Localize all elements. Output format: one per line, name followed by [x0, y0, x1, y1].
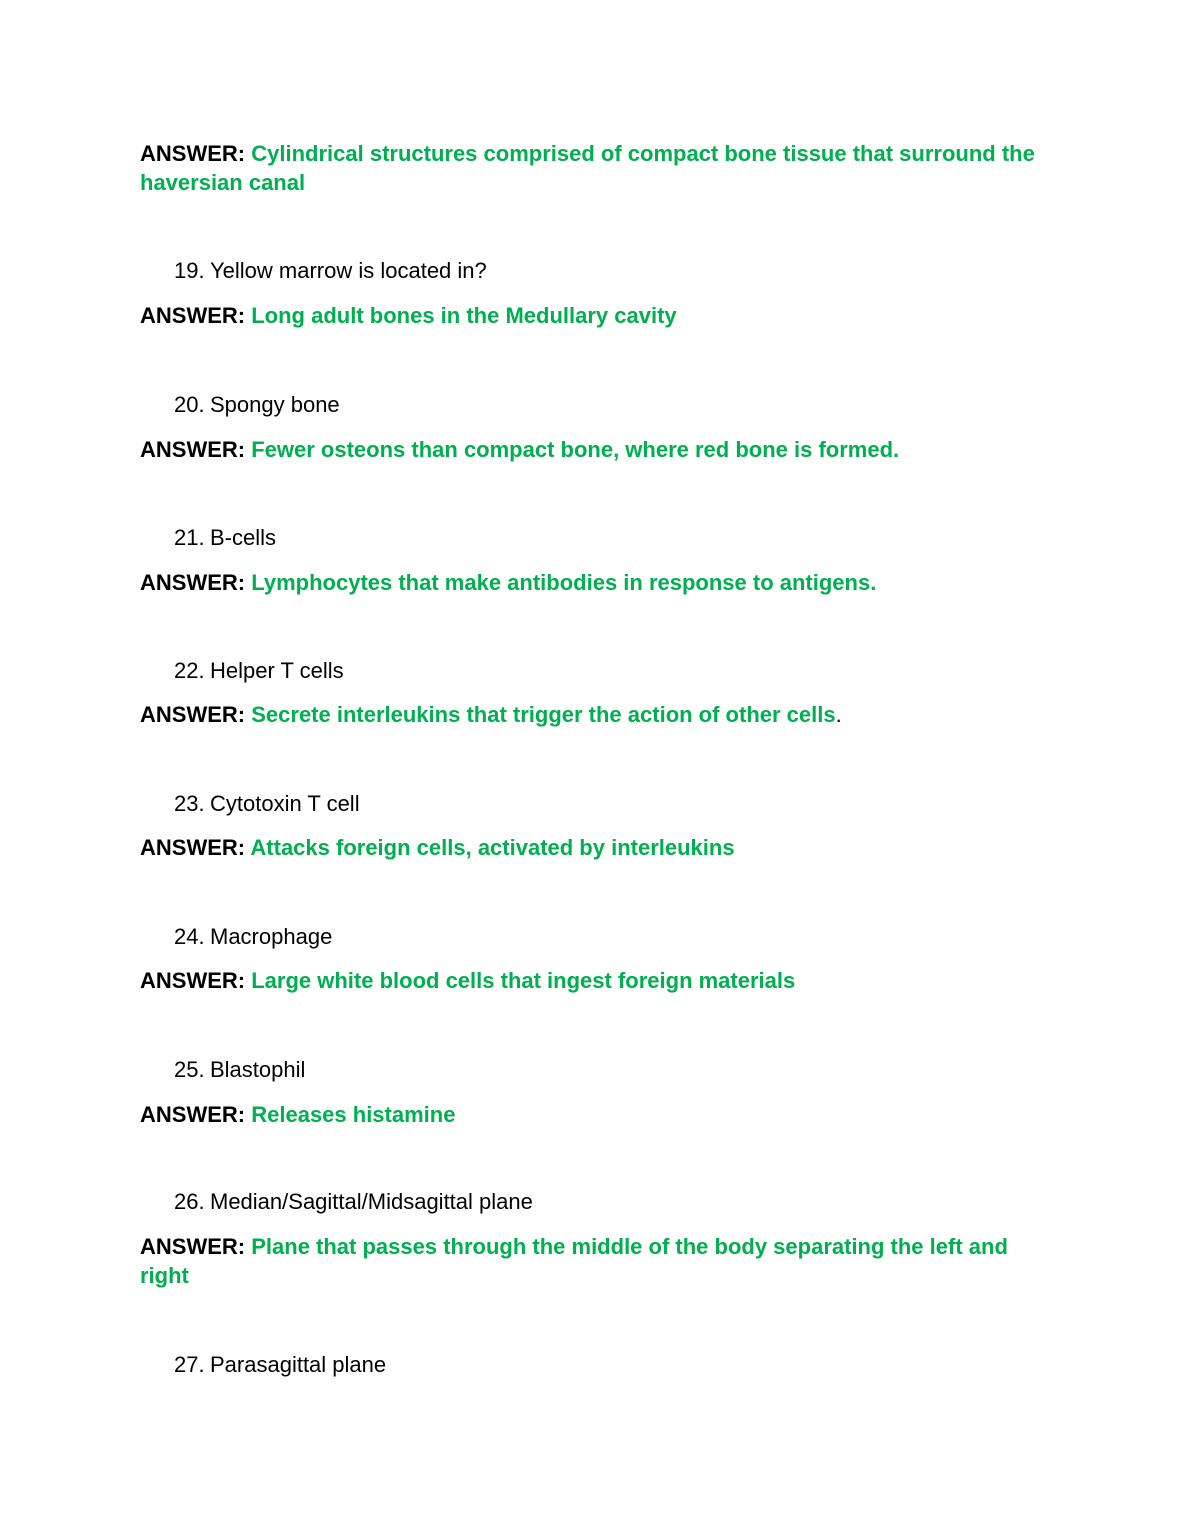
- answer-26: [140, 1232, 1060, 1290]
- question-text: Yellow marrow is located in?: [210, 258, 487, 283]
- answer-22: [140, 700, 1060, 729]
- question-text: Spongy bone: [210, 392, 340, 417]
- question-number: 19.: [174, 258, 205, 283]
- question-text: Helper T cells: [210, 658, 344, 683]
- question-text: Blastophil: [210, 1057, 306, 1082]
- question-number: 20.: [174, 392, 205, 417]
- answer-18: [140, 139, 1060, 197]
- answer-text: Large white blood cells that ingest foreign materials: [251, 968, 796, 993]
- question-19: [174, 256, 487, 285]
- answer-label: ANSWER:: [140, 303, 246, 328]
- question-number: 23.: [174, 791, 205, 816]
- answer-23: [140, 833, 1060, 862]
- answer-text: Releases histamine: [251, 1102, 456, 1127]
- answer-text: Lymphocytes that make antibodies in response to antigens.: [251, 570, 877, 595]
- question-21: [174, 523, 276, 552]
- answer-label: ANSWER:: [140, 835, 246, 860]
- answer-19: [140, 301, 1060, 330]
- question-number: 27.: [174, 1352, 205, 1377]
- question-number: 26.: [174, 1189, 205, 1214]
- answer-21: [140, 568, 1060, 597]
- answer-20: [140, 435, 1060, 464]
- question-26: [174, 1187, 533, 1216]
- question-number: 21.: [174, 525, 205, 550]
- question-27: [174, 1350, 386, 1379]
- answer-label: ANSWER:: [140, 1102, 246, 1127]
- answer-text: Long adult bones in the Medullary cavity: [251, 303, 677, 328]
- question-text: Cytotoxin T cell: [210, 791, 360, 816]
- answer-label: ANSWER:: [140, 702, 246, 727]
- answer-label: ANSWER:: [140, 570, 246, 595]
- question-text: B-cells: [210, 525, 277, 550]
- question-text: Macrophage: [210, 924, 333, 949]
- question-text: Parasagittal plane: [210, 1352, 387, 1377]
- answer-text: Secrete interleukins that trigger the action of other cells: [251, 702, 836, 727]
- question-20: [174, 390, 340, 419]
- answer-text: Attacks foreign cells, activated by interleukins: [250, 835, 735, 860]
- answer-label: ANSWER:: [140, 968, 246, 993]
- answer-text: Cylindrical structures comprised of compact bone tissue that surround the haversian canal: [140, 141, 1035, 195]
- question-number: 25.: [174, 1057, 205, 1082]
- answer-text: Plane that passes through the middle of the body separating the left and right: [140, 1234, 1008, 1288]
- answer-25: [140, 1100, 1060, 1129]
- question-number: 22.: [174, 658, 205, 683]
- question-25: [174, 1055, 305, 1084]
- answer-trailing-period: .: [835, 702, 842, 727]
- question-23: [174, 789, 360, 818]
- answer-label: ANSWER:: [140, 141, 246, 166]
- question-24: [174, 922, 332, 951]
- question-number: 24.: [174, 924, 205, 949]
- answer-24: [140, 966, 1060, 995]
- answer-label: ANSWER:: [140, 437, 246, 462]
- question-text: Median/Sagittal/Midsagittal plane: [210, 1189, 533, 1214]
- question-22: [174, 656, 344, 685]
- answer-label: ANSWER:: [140, 1234, 246, 1259]
- answer-text: Fewer osteons than compact bone, where red bone is formed.: [251, 437, 900, 462]
